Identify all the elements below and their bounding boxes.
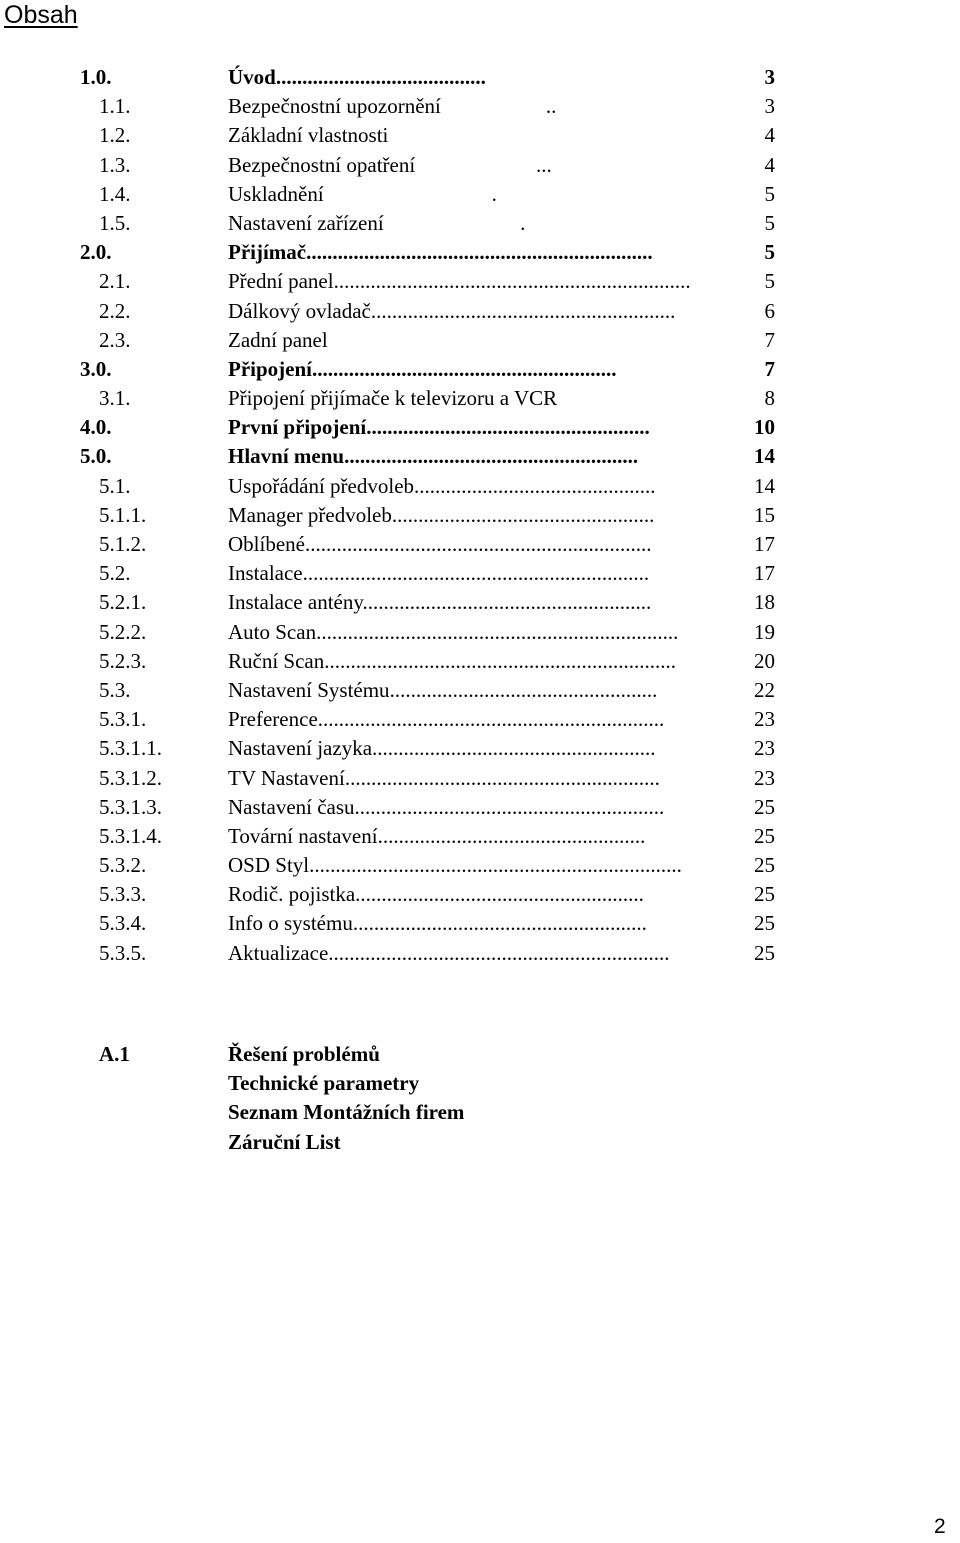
toc-entry-title-text: Přijímač: [228, 240, 307, 265]
toc-entry-leader: .: [323, 181, 497, 206]
toc-entry-title: [228, 297, 732, 326]
toc-entry-title-text: Připojení přijímače k televizoru a VCR: [228, 386, 558, 411]
toc-entry-number: 1.2.: [99, 123, 131, 148]
toc-entry-title: [228, 238, 732, 267]
toc-entry-leader: ........................................................: [344, 444, 639, 469]
toc-entry-title: [228, 63, 732, 92]
toc-entry: [0, 121, 960, 150]
toc-entry-title: [228, 822, 732, 851]
toc-entry-page: 8: [764, 386, 775, 411]
toc-entry-page: 3: [764, 65, 775, 89]
toc-entry-number: 5.3.: [99, 677, 131, 702]
toc-entry-leader: ......................................................: [366, 415, 650, 440]
toc-entry-page: 5: [764, 181, 775, 206]
toc-entry-title: [228, 326, 732, 355]
toc-entry: [0, 880, 960, 909]
toc-entry-title-text: Bezpečnostní opatření: [228, 152, 416, 177]
appendix-title: Technické parametry: [228, 1071, 420, 1096]
toc-entry-title: [228, 559, 732, 588]
toc-entry-page: 19: [754, 619, 775, 644]
toc-entry-title: [228, 413, 732, 442]
toc-entry-number: 5.0.: [80, 444, 112, 469]
toc-entry-page: 25: [754, 882, 775, 907]
toc-entry-title-text: Hlavní menu: [228, 444, 345, 469]
toc-entry-leader: ...: [415, 152, 552, 177]
toc-entry-number: 5.2.2.: [99, 619, 147, 644]
toc-entry-title-text: Preference: [228, 707, 318, 732]
toc-entry-leader: ........................................................: [352, 911, 647, 936]
toc-entry-title: [228, 851, 732, 880]
appendix-entry: [0, 1040, 960, 1069]
toc-entry-title-text: Připojení: [228, 356, 312, 381]
toc-entry: [0, 297, 960, 326]
toc-entry-number: 2.2.: [99, 298, 131, 323]
toc-entry-title-text: OSD Styl: [228, 853, 310, 878]
toc-entry-page: 7: [764, 356, 775, 381]
toc-entry-title-text: Rodič. pojistka: [228, 882, 356, 907]
appendix-entry: [0, 1098, 960, 1127]
toc-entry-leader: ..................................................: [391, 502, 655, 527]
toc-entry-page: 14: [754, 473, 775, 498]
toc-entry-title: [228, 734, 732, 763]
toc-entry: [0, 851, 960, 880]
toc-entry-title: [228, 121, 732, 150]
toc-entry-leader: ..................................................................: [304, 532, 652, 556]
toc-entry-title: [228, 676, 732, 705]
toc-entry: [0, 384, 960, 413]
toc-entry-title-text: Auto Scan: [228, 619, 317, 644]
toc-entry-title-text: Nastavení Systému: [228, 677, 390, 702]
toc-entry-title-text: Nastavení zařízení: [228, 210, 384, 235]
toc-entry-title: [228, 267, 732, 296]
toc-entry-number: 5.3.2.: [99, 853, 147, 878]
toc-entry-leader: [388, 123, 525, 147]
toc-entry-number: 5.1.2.: [99, 532, 147, 556]
toc-entry-title: [228, 618, 732, 647]
toc-entry: [0, 501, 960, 530]
toc-entry-title: [228, 530, 732, 559]
toc-entry-page: 22: [754, 677, 775, 702]
toc-entry-number: 1.1.: [99, 94, 131, 119]
toc-entry-page: 15: [754, 502, 775, 527]
toc-entry-leader: ...........................................................: [354, 794, 665, 819]
toc-entry-page: 4: [764, 123, 775, 148]
toc-entry-title: [228, 442, 732, 471]
toc-entry: [0, 63, 960, 92]
toc-entry-leader: ......................................................: [372, 736, 656, 761]
toc-entry-number: 5.2.1.: [99, 590, 147, 615]
toc-entry: [0, 238, 960, 267]
toc-entry-page: 20: [754, 648, 775, 673]
toc-entry-title-text: Uspořádání předvoleb: [228, 473, 415, 498]
toc-entry-title-text: Uskladnění: [228, 181, 324, 206]
toc-entry-title: [228, 880, 732, 909]
toc-entry-page: 10: [754, 415, 775, 440]
toc-entry-title: [228, 793, 732, 822]
toc-entry-title-text: Tovární nastavení: [228, 823, 378, 848]
toc-entry: [0, 618, 960, 647]
toc-entry-leader: ............................................................: [344, 765, 660, 790]
toc-entry-title-text: Oblíbené: [228, 532, 305, 556]
appendix-title: Řešení problémů: [228, 1042, 380, 1066]
toc-entry-leader: ..................................................................: [306, 240, 653, 265]
toc-entry-page: 25: [754, 911, 775, 936]
toc-entry-title: [228, 939, 732, 968]
toc-entry: [0, 530, 960, 559]
toc-entry-title-text: Info o systému: [228, 911, 353, 936]
toc-entry-page: 18: [754, 590, 775, 615]
toc-entry-number: 1.5.: [99, 210, 131, 235]
appendix-entry: [0, 1069, 960, 1098]
toc-entry-number: 2.1.: [99, 269, 131, 294]
toc-entry-number: 2.0.: [80, 240, 112, 265]
toc-entry-title-text: První připojení: [228, 415, 367, 440]
toc-entry-page: 7: [764, 327, 775, 352]
toc-entry-title: [228, 151, 732, 180]
toc-entry-page: 6: [764, 298, 775, 323]
toc-entry-number: 5.3.1.3.: [99, 794, 162, 819]
toc-entry-page: 3: [764, 94, 775, 119]
table-of-contents: [0, 63, 960, 968]
toc-entry-page: 5: [764, 210, 775, 235]
toc-entry-title-text: TV Nastavení: [228, 765, 345, 790]
toc-entry-leader: ...................................................: [389, 677, 658, 702]
toc-entry-leader: ...................................................................: [324, 648, 676, 673]
toc-entry-title-text: Zadní panel: [228, 327, 328, 352]
toc-entry-leader: .: [383, 210, 526, 235]
toc-entry-title-text: Aktualizace: [228, 940, 329, 965]
toc-entry-number: 5.3.1.: [99, 707, 147, 732]
toc-entry-page: 5: [764, 240, 775, 265]
toc-entry-page: 25: [754, 823, 775, 848]
toc-entry: [0, 764, 960, 793]
toc-entry-page: 23: [754, 765, 775, 790]
toc-entry-leader: ..........................................................: [312, 356, 617, 381]
toc-entry-page: 17: [754, 561, 775, 586]
toc-entry-number: 5.3.1.2.: [99, 765, 162, 790]
toc-entry: [0, 442, 960, 471]
toc-entry-leader: .................................................................: [328, 940, 670, 965]
toc-entry-title-text: Instalace: [228, 561, 303, 586]
toc-entry-leader: [328, 328, 522, 352]
toc-entry-number: 5.1.: [99, 473, 131, 498]
toc-entry-leader: .......................................................: [355, 882, 644, 907]
toc-entry-title: [228, 384, 732, 413]
toc-entry: [0, 209, 960, 238]
toc-entry-number: 1.3.: [99, 152, 131, 177]
toc-entry-number: 3.1.: [99, 386, 131, 411]
toc-entry-number: 2.3.: [99, 327, 131, 352]
toc-entry-leader: .......................................................: [362, 590, 652, 615]
toc-entry-title: [228, 92, 732, 121]
page-number: 2: [934, 1515, 946, 1538]
toc-entry-number: 5.3.1.1.: [99, 736, 162, 761]
toc-entry-title-text: Nastavení času: [228, 794, 355, 819]
toc-entry-page: 17: [754, 532, 775, 556]
toc-entry: [0, 676, 960, 705]
toc-entry-leader: .....................................................................: [316, 619, 679, 644]
toc-entry-number: 1.4.: [99, 181, 131, 206]
toc-entry-title-text: Přední panel: [228, 269, 334, 294]
toc-entry-number: 1.0.: [80, 65, 112, 89]
toc-entry: [0, 413, 960, 442]
toc-entry-title-text: Manager předvoleb: [228, 502, 392, 527]
toc-entry-number: 5.2.: [99, 561, 131, 586]
toc-entry: [0, 909, 960, 938]
toc-entry-page: 25: [754, 794, 775, 819]
toc-entry: [0, 588, 960, 617]
toc-entry: [0, 355, 960, 384]
toc-entry-page: 4: [764, 152, 775, 177]
toc-entry-number: 5.3.3.: [99, 882, 147, 907]
toc-entry: [0, 326, 960, 355]
toc-entry-page: 23: [754, 736, 775, 761]
appendix-section: [0, 1040, 960, 1157]
toc-entry-leader: ..................................................................: [302, 561, 650, 586]
toc-entry: [0, 267, 960, 296]
toc-entry-leader: ..................................................................: [317, 707, 665, 732]
toc-entry-title: [228, 472, 732, 501]
toc-entry-number: 5.3.4.: [99, 911, 147, 936]
toc-entry-title-text: Dálkový ovladač: [228, 298, 371, 323]
toc-entry-leader: ...................................................: [377, 823, 646, 848]
toc-entry: [0, 734, 960, 763]
toc-entry-number: 5.3.5.: [99, 940, 147, 965]
toc-entry-leader: ....................................................................: [333, 269, 691, 294]
toc-entry: [0, 151, 960, 180]
toc-entry: [0, 939, 960, 968]
toc-entry-title-text: Úvod: [228, 65, 276, 89]
appendix-title: Seznam Montážních firem: [228, 1100, 465, 1125]
toc-entry-title: [228, 705, 732, 734]
toc-entry-leader: .......................................................................: [309, 853, 682, 878]
toc-entry-title: [228, 647, 732, 676]
toc-entry-title: [228, 588, 732, 617]
toc-entry-number: 5.1.1.: [99, 502, 147, 527]
toc-entry-number: 3.0.: [80, 356, 112, 381]
toc-entry-number: 5.2.3.: [99, 648, 147, 673]
toc-entry-title: [228, 764, 732, 793]
appendix-title: Záruční List: [228, 1129, 341, 1154]
toc-entry-title-text: Bezpečnostní upozornění: [228, 94, 441, 119]
toc-entry-title-text: Nastavení jazyka: [228, 736, 373, 761]
toc-entry-title: [228, 909, 732, 938]
toc-entry-title-text: Základní vlastnosti: [228, 123, 389, 148]
toc-entry: [0, 822, 960, 851]
toc-entry: [0, 472, 960, 501]
toc-entry-number: 5.3.1.4.: [99, 823, 162, 848]
toc-entry: [0, 793, 960, 822]
page-title: Obsah: [4, 1, 78, 29]
toc-entry: [0, 647, 960, 676]
toc-entry-leader: ..: [440, 94, 557, 119]
toc-entry-page: 23: [754, 707, 775, 732]
toc-entry: [0, 705, 960, 734]
toc-entry-page: 25: [754, 940, 775, 965]
toc-entry-title: [228, 209, 732, 238]
toc-entry-title: [228, 180, 732, 209]
appendix-number: A.1: [99, 1042, 130, 1066]
toc-entry-title: [228, 501, 732, 530]
toc-entry-title-text: Ruční Scan: [228, 648, 325, 673]
toc-entry-page: 5: [764, 269, 775, 294]
toc-entry-leader: ..............................................: [414, 473, 656, 498]
toc-entry-leader: [557, 386, 610, 410]
toc-entry: [0, 92, 960, 121]
toc-entry: [0, 180, 960, 209]
toc-entry-leader: ..........................................................: [370, 298, 676, 323]
toc-entry-page: 14: [754, 444, 775, 469]
toc-entry-leader: ........................................: [275, 65, 486, 89]
toc-entry-page: 25: [754, 853, 775, 878]
toc-entry: [0, 559, 960, 588]
appendix-entry: [0, 1128, 960, 1157]
toc-entry-number: 4.0.: [80, 415, 112, 440]
toc-entry-title: [228, 355, 732, 384]
toc-entry-title-text: Instalace antény: [228, 590, 363, 615]
